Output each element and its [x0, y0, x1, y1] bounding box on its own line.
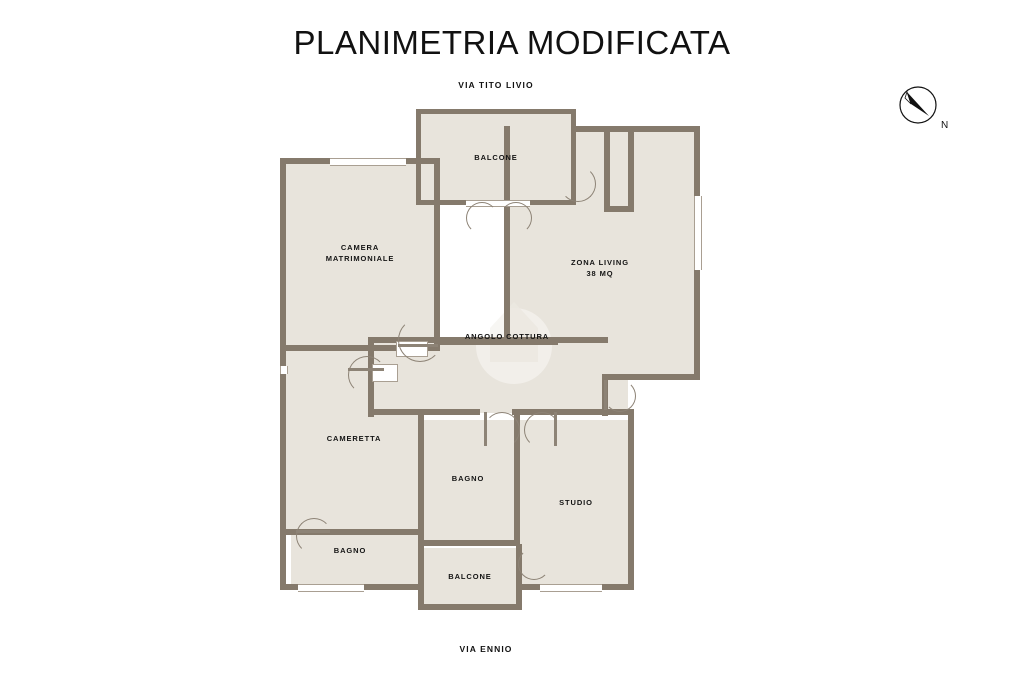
door-ingresso-leaf	[604, 380, 607, 410]
window-studio-south	[540, 584, 602, 592]
room-label-cameretta: CAMERETTA	[326, 434, 382, 443]
street-label-south: VIA ENNIO	[459, 644, 513, 654]
room-label-zona-living	[540, 257, 660, 279]
page-title: PLANIMETRIA MODIFICATA	[293, 24, 731, 61]
room-label-camera-line1: CAMERA	[340, 243, 380, 252]
room-label-balcone-sud: BALCONE	[448, 572, 492, 581]
door-balcone-nord-left-arc	[466, 202, 498, 234]
wall-balcone-sud-left	[418, 544, 424, 610]
window-camera-north	[330, 158, 406, 166]
door-ingresso-arc	[604, 380, 636, 412]
wall-studio-east	[628, 409, 634, 589]
door-cameretta-arc	[348, 356, 386, 394]
door-cameretta-leaf	[348, 368, 384, 371]
door-camera-leaf	[398, 344, 438, 347]
door-balcone-sud-arc	[518, 548, 550, 580]
wall-balcone-nord-bottom-left	[416, 200, 466, 205]
wall-cucina-north-east	[556, 337, 608, 343]
street-label-north: VIA TITO LIVIO	[458, 80, 534, 90]
wall-balcone-nord-left	[416, 109, 421, 205]
wall-living-north-b	[632, 126, 700, 132]
door-bagno-sud-leaf	[296, 530, 330, 533]
room-label-angolo-cottura: ANGOLO COTTURA	[464, 332, 550, 341]
wall-living-nook-left	[628, 126, 634, 212]
window-living-east	[694, 196, 702, 270]
room-label-camera-matrimoniale	[300, 242, 420, 264]
room-label-bagno-centrale: BAGNO	[451, 474, 485, 483]
window-bagno-sud	[298, 584, 364, 592]
wall-bagno-south	[418, 540, 520, 546]
room-label-living-line1: ZONA LIVING	[571, 258, 629, 267]
door-bagno-leaf	[484, 412, 487, 446]
door-studio-leaf	[554, 412, 557, 446]
room-label-camera-line2: MATRIMONIALE	[325, 254, 395, 263]
room-label-bagno-sud: BAGNO	[333, 546, 367, 555]
room-label-studio: STUDIO	[559, 498, 593, 507]
wall-balcone-nord-top	[416, 109, 576, 114]
door-balcone-nord-right-arc	[500, 202, 532, 234]
wall-corridor-south-a	[368, 409, 480, 415]
window-west-small	[280, 366, 288, 374]
wall-living-nook-inner	[604, 132, 610, 212]
door-balcone-nord-side-arc	[560, 166, 596, 202]
wall-living-south-east	[602, 374, 700, 380]
wall-west-exterior	[280, 158, 286, 590]
wall-camera-east	[434, 158, 440, 350]
door-camera-arc	[398, 318, 442, 362]
wall-balcone-nord-bottom-right	[530, 200, 576, 205]
compass-label-north: N	[941, 120, 949, 131]
room-label-living-area: 38 MQ	[586, 269, 614, 278]
compass-north-icon	[895, 82, 941, 128]
wall-balcone-sud-bottom	[418, 604, 522, 610]
room-label-balcone-nord: BALCONE	[474, 153, 518, 162]
door-bagno-arc	[484, 412, 520, 448]
